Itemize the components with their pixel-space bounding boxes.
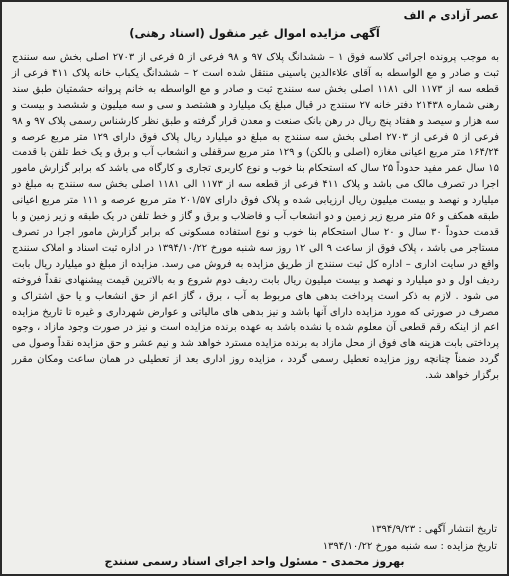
auction-date: تاریخ مزایده : سه شنبه مورخ ۱۳۹۴/۱۰/۲۲ (322, 541, 497, 552)
publish-date: تاریخ انتشار آگهی : ۱۳۹۴/۹/۲۳ (370, 524, 497, 535)
notice-dates (323, 521, 497, 555)
header-code: عصر آزادی م الف (403, 9, 499, 22)
notice-body (12, 50, 499, 384)
notice-title: آگهی مزایده اموال غیر منقول (اسناد رهنی) (129, 26, 380, 40)
body-paragraph: به موجب پرونده اجرائی کلاسه فوق ۱ – ششدانگ پلاک ۹۷ و ۹۸ فرعی از ۵ فرعی از ۲۷۰۳ اصلی بخش سه سنندج ثبت و صادر و مع الواسطه به آقای علاءالدین یاسینی منتقل شده است ۲ – ششدانگ یکباب خانه پلاک ۴۱۱ فرعی از قطعه سه از ۱۱۷۳ الی ۱۱۸۱ اصلی بخش سه سنندج ثبت و صادر و مع الواسطه به خانم پروانه حشمتیان طبق سند رهنی شماره ۲۱۴۳۸ دفتر خانه ۲۷ سنندج در قبال مبلغ یک میلیارد و هشتصد و سی و سه میلیون و ششصد و بیست و سه هزار و سیصد و هفتاد پنج ریال در رهن بانک صنعت و معدن قرار گرفته و طبق نظر کارشناس رسمی پلاک ۹۷ و ۹۸ فرعی از ۵ فرعی از ۲۷۰۳ اصلی بخش سه سنندج به مبلغ دو میلیارد ریال پلاک فوق دارای ۱۲۹ متر مربع عرصه و ۱۶۴/۲۴ متر مربع اعیانی مغازه (اصلی و بالکن) و ۱۲۹ متر مربع سرقفلی و انشعاب آب و برق و یک خط تلفن با قدمت ۱۵ سال عمر مفید حدوداً ۲۵ سال که استحکام بنا خوب و نوع کاربری تجاری و کارگاه می باشد که برابر گزارش مامور اجرا در تصرف مالک می باشد و پلاک ۴۱۱ فرعی از قطعه سه از ۱۱۷۳ الی ۱۱۸۱ اصلی بخش سه سنندج به مبلغ دو میلیارد و نهصد و بیست میلیون ریال ارزیابی شده و پلاک فوق دارای ۲۰۱/۵۷ متر مربع عرصه و ۱۱۱ متر مربع اعیانی طبقه همکف و ۵۶ متر مربع زیر زمین و دو انشعاب آب و فاضلاب و برق و گاز و خط تلفن در یک طبقه و زیر زمین و با قدمت حدوداً ۳۰ سال و ۲۰ سال استحکام بنا خوب و نوع استفاده مسکونی که برابر گزارش مامور اجرا در تصرف مستاجر می باشد ، پلاک فوق از ساعت ۹ الی ۱۲ روز سه شنبه مورخ ۱۳۹۴/۱۰/۲۲ در اداره ثبت اسناد و املاک سنندج واقع در سایت اداری – اداره کل ثبت سنندج از طریق مزایده به فروش می رسد. مزایده از مبلغ دو میلیارد ریال بابت ردیف اول و دو میلیارد و نهصد و بیست میلیون ریال بابت ردیف دوم شروع و به بالاترین قیمت پیشنهادی نقداً فروخته می شود . لازم به ذکر است پرداخت بدهی های مربوط به آب ، برق ، گاز اعم از حق انشعاب و یا حق اشتراک و مصرف در صورتی که مورد مزایده دارای آنها باشد و نیز بدهی های مالیاتی و عوارض شهرداری و غیره تا تاریخ مزایده اعم از اینکه رقم قطعی آن معلوم شده یا نشده باشد به عهده برنده مزایده است و نیز در صورت وجود مازاد ، وجوه پرداختی بابت هزینه های فوق از محل مازاد به برنده مزایده مسترد خواهد شد و نیم عشر و حق مزایده نقداً وصول می گردد ضمناً چنانچه روز مزایده تعطیل رسمی گردد ، مزایده روز اداری بعد از تعطیلی در همان ساعت ومکان مقرر برگزار خواهد شد. (12, 52, 500, 382)
signature: بهروز محمدی - مسئول واحد اجرای اسناد رسمی سنندج (104, 555, 405, 568)
